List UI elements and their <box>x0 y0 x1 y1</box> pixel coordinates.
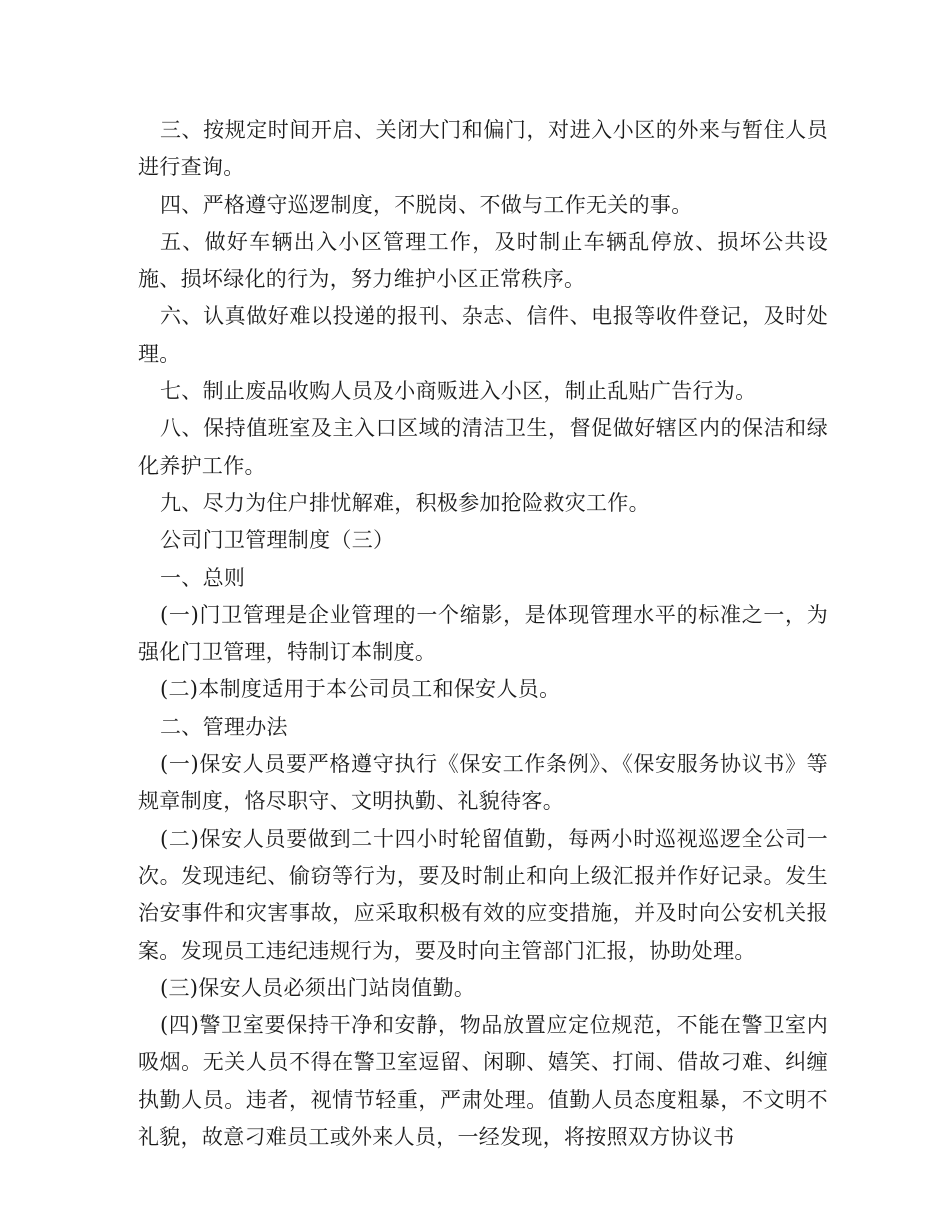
paragraph-general-2: (二)本制度适用于本公司员工和保安人员。 <box>160 677 561 702</box>
paragraph-method-3: (三)保安人员必须出门站岗值勤。 <box>160 975 476 1000</box>
paragraph-jiu: 九、尽力为住户排忧解难，积极参加抢险救灾工作。 <box>160 490 650 515</box>
paragraph-ba: 八、保持值班室及主入口区域的清洁卫生，督促做好辖区内的保洁和绿化养护工作。 <box>138 416 828 478</box>
heading-general-rules: 一、总则 <box>160 565 246 590</box>
paragraph-method-4: (四)警卫室要保持干净和安静，物品放置应定位规范，不能在警卫室内吸烟。无关人员不得在警卫室逗留、闲聊、嬉笑、打闹、借故刁难、纠缠执勤人员。违者，视情节轻重，严肃处理。值勤人员态度粗暴，不文明不礼貌，故意刁难员工或外来人员，一经发现，将按照双方协议书 <box>138 1013 828 1150</box>
paragraph-method-1: (一)保安人员要严格遵守执行《保安工作条例》、《保安服务协议书》等规章制度，恪尽职守、文明执勤、礼貌待客。 <box>138 752 828 814</box>
paragraph-method-2: (二)保安人员要做到二十四小时轮留值勤，每两小时巡视巡逻全公司一次。发现违纪、偷窃等行为，要及时制止和向上级汇报并作好记录。发生治安事件和灾害事故，应采取积极有效的应变措施，并及时向公安机关报案。发现员工违纪违规行为，要及时向主管部门汇报，协助处理。 <box>138 826 828 963</box>
paragraph-qi: 七、制止废品收购人员及小商贩进入小区，制止乱贴广告行为。 <box>160 379 757 404</box>
paragraph-si: 四、严格遵守巡逻制度，不脱岗、不做与工作无关的事。 <box>160 192 693 217</box>
paragraph-liu: 六、认真做好难以投递的报刊、杂志、信件、电报等收件登记，及时处理。 <box>138 304 828 366</box>
paragraph-san: 三、按规定时间开启、关闭大门和偏门，对进入小区的外来与暂住人员进行查询。 <box>138 118 828 180</box>
document-body <box>138 112 828 1156</box>
heading-management-methods: 二、管理办法 <box>160 714 288 739</box>
paragraph-general-1: (一)门卫管理是企业管理的一个缩影，是体现管理水平的标准之一，为强化门卫管理，特制订本制度。 <box>138 602 828 665</box>
paragraph-wu: 五、做好车辆出入小区管理工作，及时制止车辆乱停放、损坏公共设施、损坏绿化的行为，努力维护小区正常秩序。 <box>138 229 828 292</box>
section-title: 公司门卫管理制度（三） <box>160 528 395 553</box>
